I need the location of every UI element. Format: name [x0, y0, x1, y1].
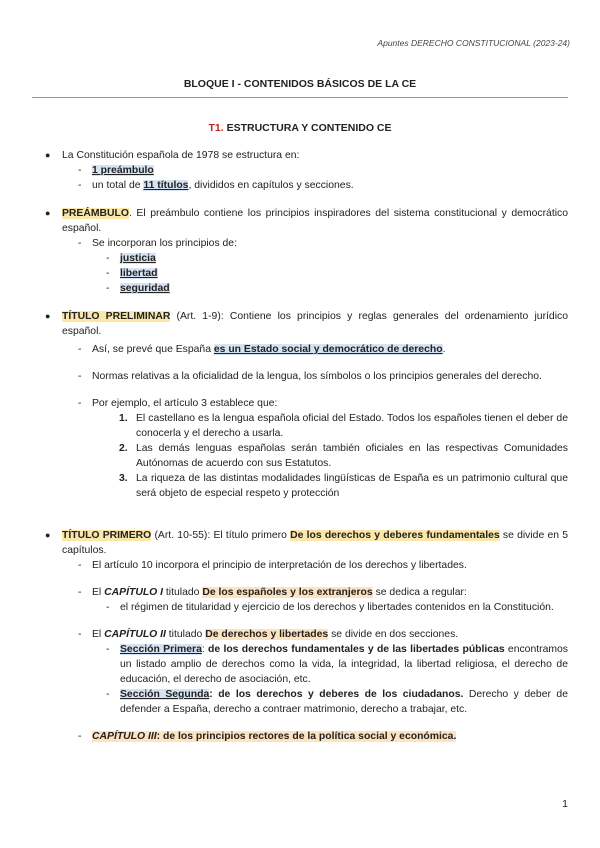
- titulo-primero-section: ● TÍTULO PRIMERO (Art. 10-55): El título primero De los derechos y deberes fundamentales se divide en 5 capítulos. - El artículo 10 incorpora el principio de interpretación de los derechos y libertades. - El CAPÍTULO I titulado De los españoles y los extranjeros se dedica a regular: - el régimen de titularidad y ejercicio de los derechos y libertades contenidos en la Constitución. - El CAPÍTULO II titulado De derechos y libertades se divide en dos secciones. - Sección Primera: de los derechos fundamentales y de las libertades públicas encontramos un listado amplio de derechos como la vida, la integridad, la libertad religiosa, el derecho de educación, el derecho de asociación, etc. - Sección Segunda: de los derechos y deberes de los ciudadanos. Derecho y deber de defender a España, derecho a contraer matrimonio, derecho a trabajar, etc. - CAPÍTULO III: de los principios rectores de la política social y económica.: [32, 528, 568, 744]
- titulos-count: 11 títulos: [143, 180, 189, 191]
- topic-number: T1.: [208, 122, 224, 134]
- preambulo-label: PREÁMBULO: [62, 208, 129, 219]
- list-item: - Se incorporan los principios de:: [92, 236, 568, 251]
- preambulo-count: 1 preámbulo: [92, 165, 154, 176]
- block-title: BLOQUE I - CONTENIDOS BÁSICOS DE LA CE: [183, 78, 417, 90]
- topic-title-text: ESTRUCTURA Y CONTENIDO CE: [226, 122, 392, 134]
- list-item: - Así, se prevé que España es un Estado social y democrático de derecho.: [92, 342, 568, 357]
- course-header: Apuntes DERECHO CONSTITUCIONAL (2023-24): [377, 38, 570, 48]
- topic-title: [0, 121, 600, 136]
- titulo-preliminar-section: ● TÍTULO PRELIMINAR (Art. 1-9): Contiene los principios y reglas generales del ordenamiento jurídico español. - Así, se prevé que España es un Estado social y democrático de derecho. - Normas relativas a la oficialidad de la lengua, los símbolos o los principios generales del derecho. - Por ejemplo, el artículo 3 establece que: 1. El castellano es la lengua española oficial del Estado. Todos los españoles tienen el deber de conocerla y el derecho a usarla. 2. Las demás lenguas españolas serán también oficiales en las respectivas Comunidades Autónomas de acuerdo con sus Estatutos. 3. La riqueza de las distintas modalidades lingüísticas de España es un patrimonio cultural que será objeto de especial respeto y protección: [32, 309, 568, 501]
- principle-item: - seguridad: [120, 281, 568, 296]
- principle-item: - libertad: [120, 266, 568, 281]
- list-item: [92, 163, 568, 178]
- primero-label: TÍTULO PRIMERO: [62, 530, 152, 541]
- article-item: 3. La riqueza de las distintas modalidades lingüísticas de España es un patrimonio cultural que será objeto de especial respeto y protección: [119, 473, 568, 499]
- list-item: - El artículo 10 incorpora el principio de interpretación de los derechos y libertades.: [92, 558, 568, 573]
- preambulo-section: ● PREÁMBULO. El preámbulo contiene los principios inspiradores del sistema constitucional y democrático español. - Se incorporan los principios de: - justicia - libertad - seguridad: [32, 206, 568, 296]
- capitulo-iii-item: - CAPÍTULO III: de los principios rectores de la política social y económica.: [92, 729, 568, 744]
- capitulo-ii-item: - El CAPÍTULO II titulado De derechos y libertades se divide en dos secciones.: [92, 627, 568, 642]
- principle-item: - justicia: [120, 251, 568, 266]
- list-item: - Por ejemplo, el artículo 3 establece que:: [92, 396, 568, 411]
- intro-section: [32, 148, 568, 193]
- capitulo-i-item: - El CAPÍTULO I titulado De los españoles y los extranjeros se dedica a regular:: [92, 585, 568, 600]
- article-item: 2. Las demás lenguas españolas serán también oficiales en las respectivas Comunidades Autónomas de acuerdo con sus Estatutos.: [119, 443, 568, 469]
- bullet-icon: ●: [45, 530, 51, 540]
- preliminar-label: TÍTULO PRELIMINAR: [62, 311, 171, 322]
- list-item: - Normas relativas a la oficialidad de la lengua, los símbolos o los principios generales del derecho.: [92, 369, 568, 384]
- page-number: 1: [562, 798, 568, 810]
- list-item: - un total de 11 títulos, divididos en capítulos y secciones.: [92, 178, 568, 193]
- bullet-icon: ●: [45, 208, 51, 218]
- article-item: 1. El castellano es la lengua española oficial del Estado. Todos los españoles tienen el deber de conocerla y el derecho a usarla.: [119, 413, 568, 439]
- estado-social-highlight: es un Estado social y democrático de derecho: [213, 344, 443, 355]
- divider: [32, 97, 568, 98]
- bullet-icon: ●: [45, 311, 51, 321]
- seccion-primera-item: - Sección Primera: de los derechos fundamentales y de las libertades públicas encontramos un listado amplio de derechos como la vida, la integridad, la libertad religiosa, el derecho de educación, el derecho de asociación, etc.: [120, 642, 568, 687]
- list-item: - el régimen de titularidad y ejercicio de los derechos y libertades contenidos en la Constitución.: [120, 600, 568, 615]
- derechos-highlight: De los derechos y deberes fundamentales: [290, 530, 500, 541]
- seccion-segunda-item: - Sección Segunda: de los derechos y deberes de los ciudadanos. Derecho y deber de defender a España, derecho a contraer matrimonio, derecho a trabajar, etc.: [120, 687, 568, 717]
- intro-text: La Constitución española de 1978 se estructura en:: [62, 150, 300, 161]
- bullet-icon: ●: [45, 150, 51, 160]
